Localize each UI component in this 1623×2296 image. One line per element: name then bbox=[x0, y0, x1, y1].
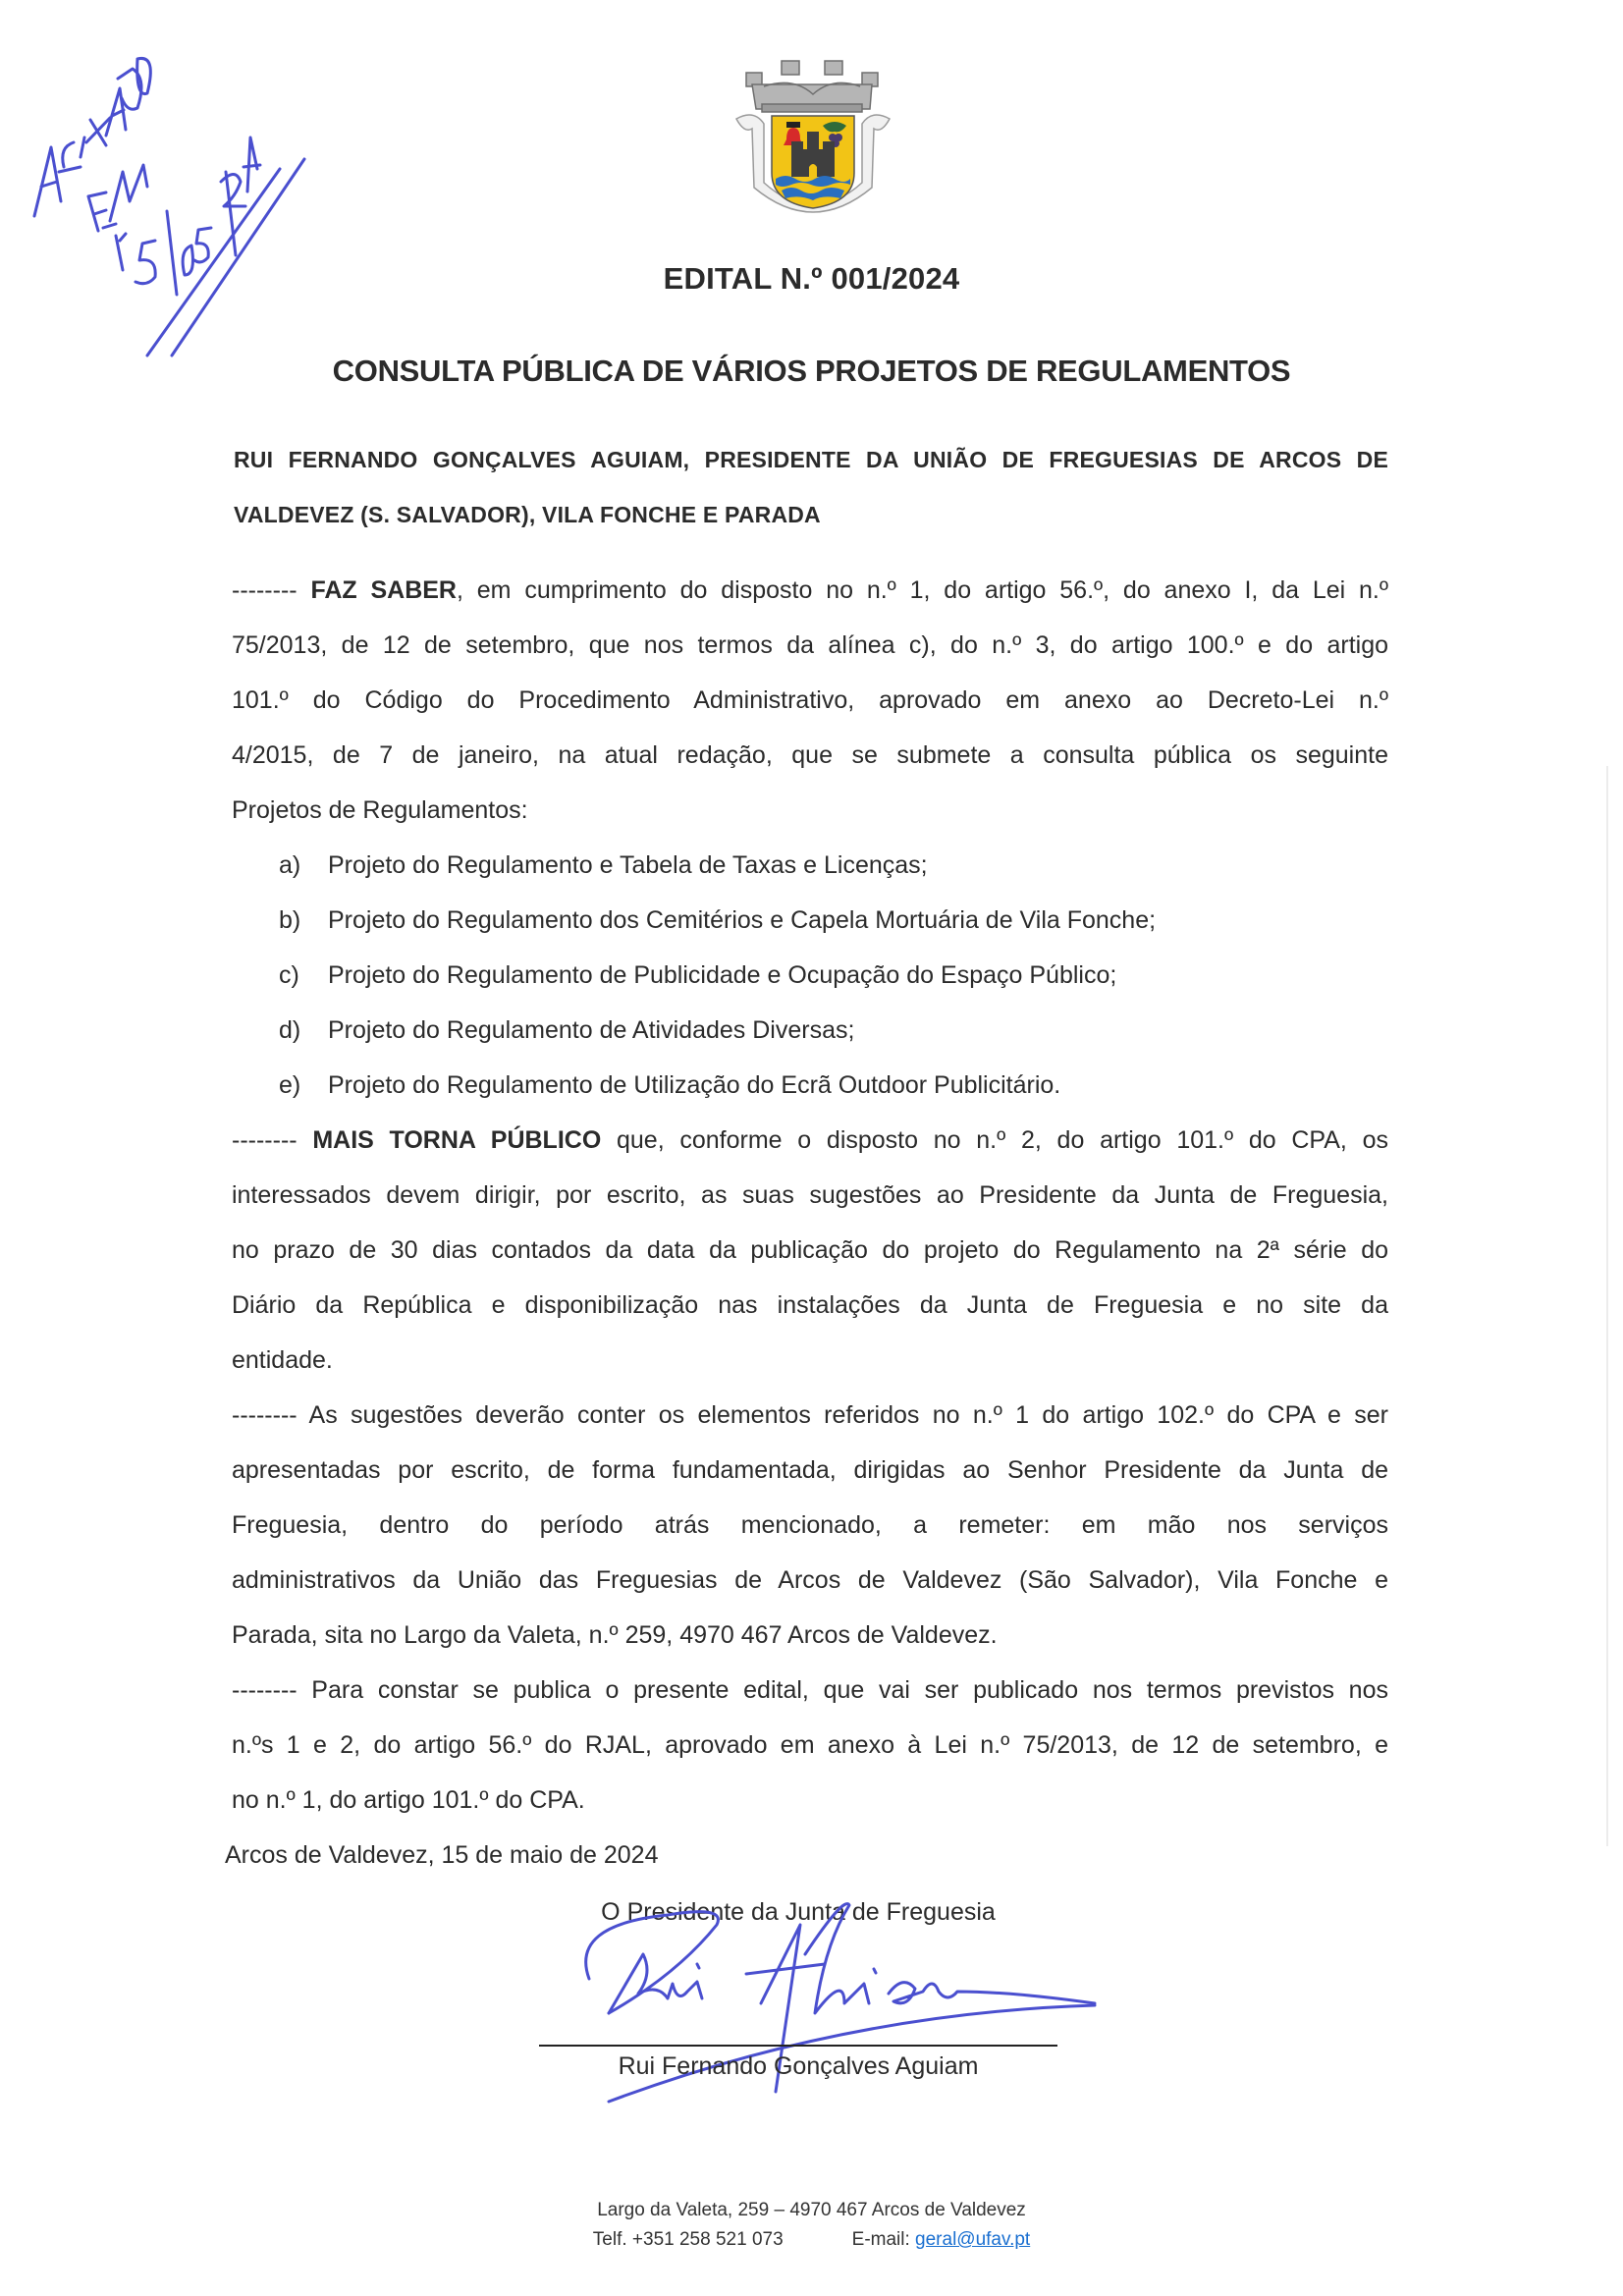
paragraph-2-line-3: no prazo de 30 dias contados da data da publicação do projeto do Regulamento na 2ª série do bbox=[232, 1236, 1388, 1264]
scan-edge bbox=[1606, 766, 1608, 1846]
list-text: Projeto do Regulamento e Tabela de Taxas e Licenças; bbox=[328, 851, 928, 879]
signature-line bbox=[539, 2045, 1057, 2047]
handwritten-posting-note bbox=[0, 0, 412, 412]
president-heading-line-1: RUI FERNANDO GONÇALVES AGUIAM, PRESIDENTE DA UNIÃO DE FREGUESIAS DE ARCOS DE bbox=[234, 447, 1388, 472]
paragraph-2-line-1 bbox=[232, 1126, 1388, 1155]
paragraph-2-line-1-text: que, conforme o disposto no n.º 2, do artigo 101.º do CPA, os bbox=[601, 1126, 1388, 1154]
paragraph-3-line-3: Freguesia, dentro do período atrás mencionado, a remeter: em mão nos serviços bbox=[232, 1511, 1388, 1539]
paragraph-1-line-5: Projetos de Regulamentos: bbox=[232, 796, 528, 824]
list-text: Projeto do Regulamento de Publicidade e Ocupação do Espaço Público; bbox=[328, 961, 1117, 989]
handwritten-signature bbox=[550, 1866, 1100, 2121]
paragraph-2-line-2: interessados devem dirigir, por escrito, as suas sugestões ao Presidente da Junta de Freguesia, bbox=[232, 1181, 1388, 1209]
paragraph-1-line-3: 101.º do Código do Procedimento Administrativo, aprovado em anexo ao Decreto-Lei n.º bbox=[232, 686, 1388, 714]
dash-prefix: -------- bbox=[232, 1126, 298, 1154]
paragraph-1-line-1 bbox=[232, 576, 1388, 605]
footer-email-link[interactable]: geral@ufav.pt bbox=[915, 2229, 1031, 2250]
president-heading-line-2: VALDEVEZ (S. SALVADOR), VILA FONCHE E PARADA bbox=[234, 502, 821, 527]
footer-phone: Telf. +351 258 521 073 bbox=[592, 2229, 784, 2250]
signatory-title: O Presidente da Junta de Freguesia bbox=[601, 1898, 996, 1926]
coat-of-arms-icon bbox=[725, 55, 901, 217]
list-label: b) bbox=[279, 906, 301, 934]
place-and-date: Arcos de Valdevez, 15 de maio de 2024 bbox=[225, 1841, 659, 1869]
footer-address: Largo da Valeta, 259 – 4970 467 Arcos de Valdevez bbox=[597, 2200, 1026, 2220]
list-text: Projeto do Regulamento dos Cemitérios e Capela Mortuária de Vila Fonche; bbox=[328, 906, 1157, 934]
footer-contacts bbox=[0, 2229, 1623, 2251]
paragraph-3-line-4: administrativos da União das Freguesias de Arcos de Valdevez (São Salvador), Vila Fonche e bbox=[232, 1566, 1388, 1594]
paragraph-3-line-5: Parada, sita no Largo da Valeta, n.º 259, 4970 467 Arcos de Valdevez. bbox=[232, 1621, 998, 1649]
list-label: a) bbox=[279, 851, 301, 879]
paragraph-1-line-1-text: , em cumprimento do disposto no n.º 1, do artigo 56.º, do anexo I, da Lei n.º bbox=[457, 576, 1388, 604]
list-text: Projeto do Regulamento de Utilização do Ecrã Outdoor Publicitário. bbox=[328, 1071, 1061, 1099]
edital-title: EDITAL N.º 001/2024 bbox=[663, 261, 960, 296]
paragraph-3-line-1: -------- As sugestões deverão conter os elementos referidos no n.º 1 do artigo 102.º do CPA e ser bbox=[232, 1401, 1388, 1429]
list-label: c) bbox=[279, 961, 299, 989]
paragraph-1-line-2: 75/2013, de 12 de setembro, que nos termos da alínea c), do n.º 3, do artigo 100.º e do artigo bbox=[232, 631, 1388, 659]
list-label: d) bbox=[279, 1016, 301, 1044]
document-subtitle: CONSULTA PÚBLICA DE VÁRIOS PROJETOS DE REGULAMENTOS bbox=[332, 354, 1291, 388]
signatory-name: Rui Fernando Gonçalves Aguiam bbox=[618, 2052, 979, 2080]
list-label: e) bbox=[279, 1071, 301, 1099]
paragraph-4-line-2: n.ºs 1 e 2, do artigo 56.º do RJAL, aprovado em anexo à Lei n.º 75/2013, de 12 de setembro, e bbox=[232, 1731, 1388, 1759]
faz-saber-bold: FAZ SABER bbox=[310, 576, 457, 604]
paragraph-2-line-4: Diário da República e disponibilização nas instalações da Junta de Freguesia e no site da bbox=[232, 1291, 1388, 1319]
paragraph-1-line-4: 4/2015, de 7 de janeiro, na atual redação, que se submete a consulta pública os seguinte bbox=[232, 741, 1388, 769]
footer-email-label: E-mail: bbox=[851, 2229, 916, 2250]
paragraph-4-line-3: no n.º 1, do artigo 101.º do CPA. bbox=[232, 1786, 585, 1814]
paragraph-3-line-2: apresentadas por escrito, de forma fundamentada, dirigidas ao Senhor Presidente da Junta de bbox=[232, 1456, 1388, 1484]
paragraph-4-line-1: -------- Para constar se publica o presente edital, que vai ser publicado nos termos previstos nos bbox=[232, 1676, 1388, 1704]
mais-torna-publico-bold: MAIS TORNA PÚBLICO bbox=[312, 1126, 602, 1154]
dash-prefix: -------- bbox=[232, 576, 298, 604]
list-text: Projeto do Regulamento de Atividades Diversas; bbox=[328, 1016, 855, 1044]
paragraph-2-line-5: entidade. bbox=[232, 1346, 333, 1374]
